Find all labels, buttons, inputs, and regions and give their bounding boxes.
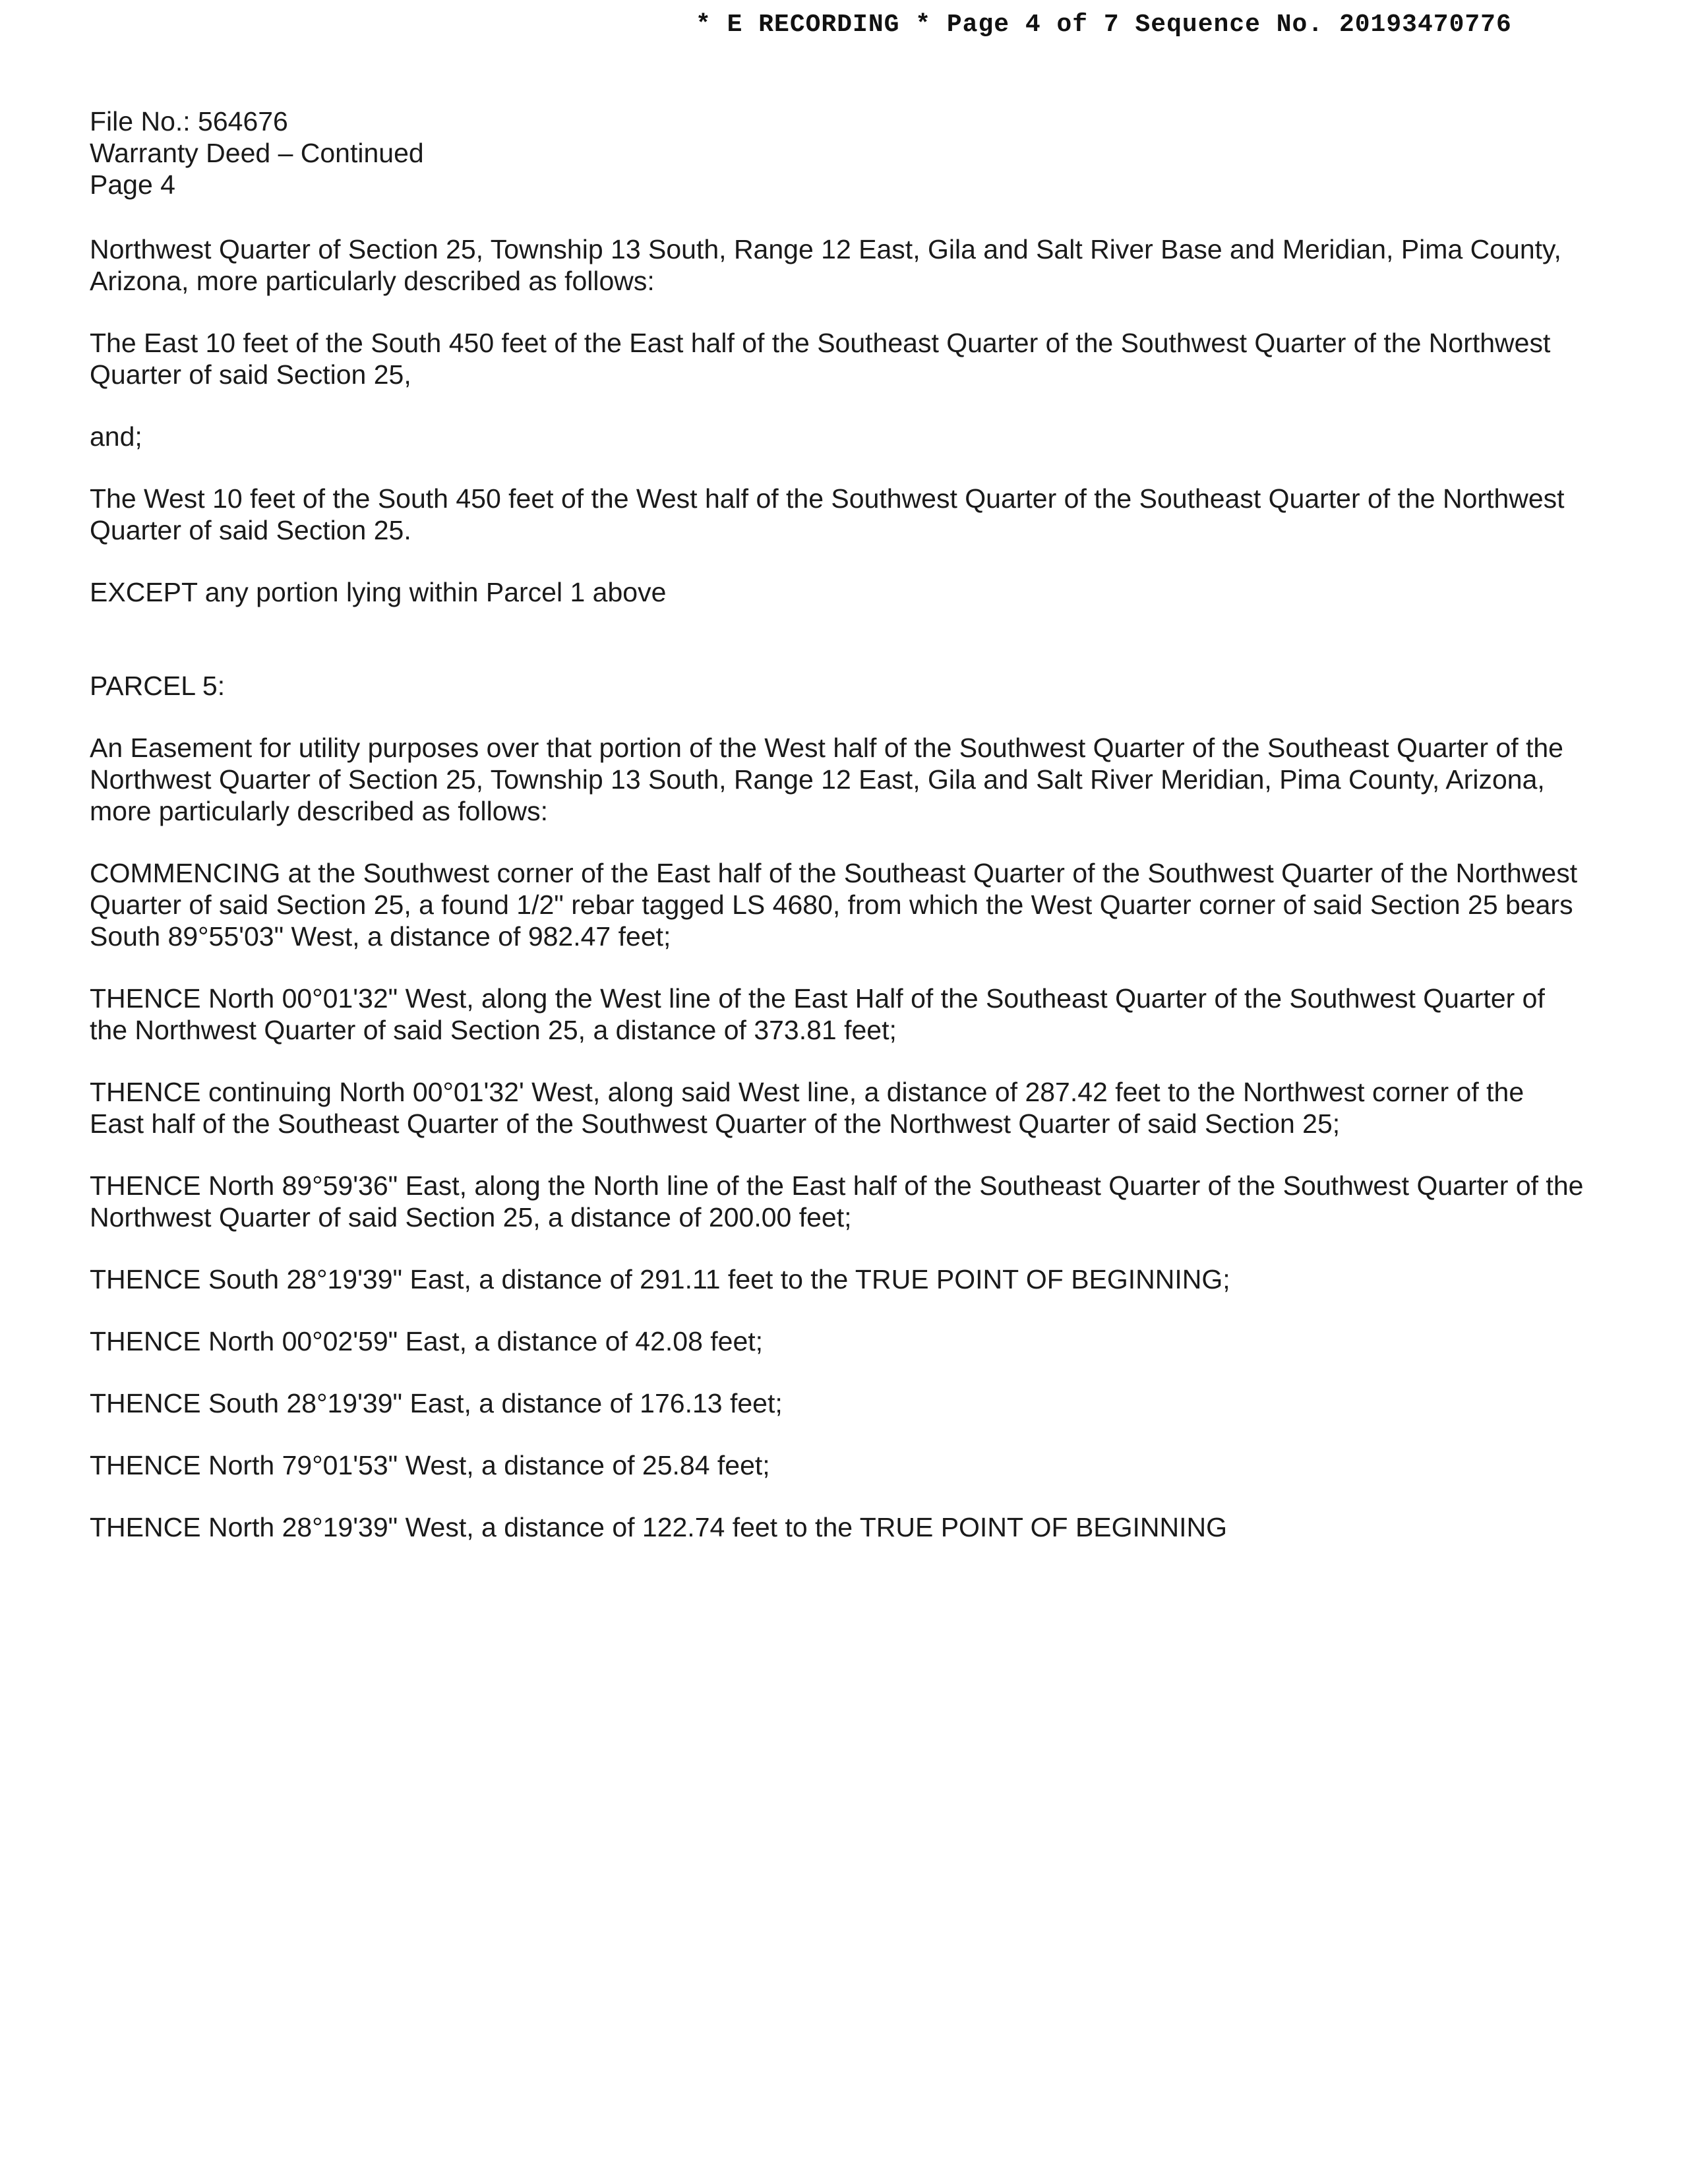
- file-header: [90, 106, 683, 200]
- page-label: Page 4: [90, 169, 175, 200]
- paragraph-thence-6: THENCE South 28°19'39" East, a distance of 176.13 feet;: [90, 1388, 783, 1418]
- paragraph-and: and;: [90, 421, 142, 452]
- paragraph-exception: EXCEPT any portion lying within Parcel 1 above: [90, 577, 667, 607]
- paragraph-thence-3: THENCE North 89°59'36" East, along the North line of the East half of the Southeast Quarter of the Southwest Quarter of the Northwest Quarter of said Section 25, a distance of 200.00 feet;: [90, 1170, 1584, 1232]
- legal-description: [90, 233, 1584, 1543]
- paragraph-thence-5: THENCE North 00°02'59" East, a distance of 42.08 feet;: [90, 1326, 764, 1356]
- paragraph-thence-1: THENCE North 00°01'32" West, along the West line of the East Half of the Southeast Quarter of the Southwest Quarter of the Northwest Quarter of said Section 25, a distance of 373.81 feet;: [90, 983, 1545, 1045]
- paragraph-thence-8: THENCE North 28°19'39" West, a distance of 122.74 feet to the TRUE POINT OF BEGINNING: [90, 1512, 1228, 1542]
- paragraph-thence-4: THENCE South 28°19'39" East, a distance of 291.11 feet to the TRUE POINT OF BEGINNING;: [90, 1264, 1230, 1294]
- paragraph-west-strip: The West 10 feet of the South 450 feet of the West half of the Southwest Quarter of the Southeast Quarter of the Northwest Quarter of said Section 25.: [90, 483, 1565, 545]
- paragraph-section-continuation: Northwest Quarter of Section 25, Township 13 South, Range 12 East, Gila and Salt River Base and Meridian, Pima County, Arizona, more particularly described as follows:: [90, 234, 1561, 296]
- file-number: File No.: 564676: [90, 106, 288, 136]
- paragraph-easement: An Easement for utility purposes over that portion of the West half of the Southwest Quarter of the Southeast Quarter of the Northwest Quarter of Section 25, Township 13 South, Range 12 East, Gila and Salt River Meridian, Pima County, Arizona, more particularly described as follows:: [90, 733, 1563, 826]
- paragraph-thence-2: THENCE continuing North 00°01'32' West, along said West line, a distance of 287.42 feet to the Northwest corner of the East half of the Southeast Quarter of the Southwest Quarter of the Northwest Quarter of said Section 25;: [90, 1077, 1524, 1139]
- paragraph-east-strip: The East 10 feet of the South 450 feet of the East half of the Southeast Quarter of the Southwest Quarter of the Northwest Quarter of said Section 25,: [90, 328, 1551, 390]
- parcel-heading: PARCEL 5:: [90, 671, 226, 701]
- paragraph-thence-7: THENCE North 79°01'53" West, a distance of 25.84 feet;: [90, 1450, 770, 1480]
- document-type: Warranty Deed – Continued: [90, 138, 424, 168]
- paragraph-commencing: COMMENCING at the Southwest corner of the East half of the Southeast Quarter of the Southwest Quarter of the Northwest Quarter of said Section 25, a found 1/2" rebar tagged LS 4680, from which the West Quarter corner of said Section 25 bears South 89°55'03" West, a distance of 982.47 feet;: [90, 858, 1578, 952]
- recording-header: * E RECORDING * Page 4 of 7 Sequence No. 20193470776: [696, 11, 1512, 39]
